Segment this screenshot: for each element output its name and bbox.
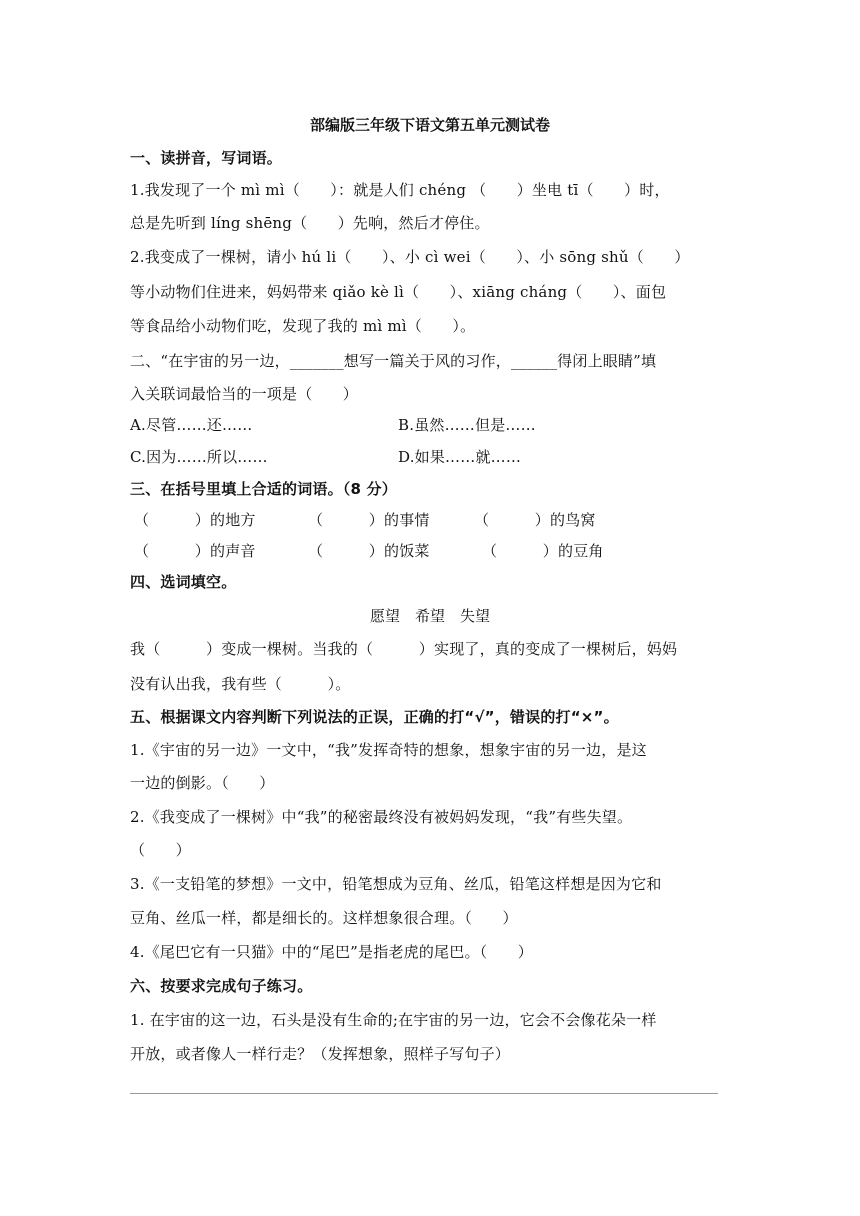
s3-item: （ ）的地方 [134,511,256,529]
s5-q4-line: 4.《尾巴它有一只猫》中的“尾巴”是指老虎的尾巴。（ ） [130,943,533,961]
s1-line-4: 等小动物们住进来，妈妈带来 qiǎo kè lì（ ）、xiāng cháng（ ）、面包 [130,283,667,301]
s5-q3-line-1: 3.《一支铅笔的梦想》一文中，铅笔想成为豆角、丝瓜，铅笔这样想是因为它和 [130,875,662,893]
s1-line-1: 1.我发现了一个 mì mì（ ）：就是人们 chéng （ ）坐电 tī（ ）时， [130,181,670,199]
word-choices: 愿望 希望 失望 [369,607,490,625]
s1-line-2: 总是先听到 líng shēng（ ）先响，然后才停住。 [130,214,490,232]
s5-q2-line-1: 2.《我变成了一棵树》中“我”的秘密最终没有被妈妈发现，“我”有些失望。 [130,808,633,826]
section-1-heading: 一、读拼音，写词语。 [130,149,283,167]
s5-q1-line-2: 一边的倒影。（ ） [130,774,275,792]
section-3-heading: 三、在括号里填上合适的词语。（8 分） [130,480,397,498]
s3-item: （ ）的饭菜 [308,542,430,560]
page-title: 部编版三年级下语文第五单元测试卷 [309,116,550,134]
s5-q1-line-1: 1.《宇宙的另一边》一文中，“我”发挥奇特的想象，想象宇宙的另一边，是这 [130,741,647,759]
s4-line-1: 我（ ）变成一棵树。当我的（ ）实现了，真的变成了一棵树后，妈妈 [130,640,678,658]
s2-option-row-2 [130,447,730,467]
s6-q1-line-2: 开放，或者像人一样行走？（发挥想象，照样子写句子） [130,1045,511,1063]
s1-line-3: 2.我变成了一棵树，请小 hú li（ ）、小 cì wei（ ）、小 sōng shǔ（ ） [130,248,690,266]
option-b: B.虽然……但是…… [398,416,536,434]
answer-line[interactable] [130,1093,718,1094]
s1-line-5: 等食品给小动物们吃，发现了我的 mì mì（ ）。 [130,317,476,335]
section-4-heading: 四、选词填空。 [130,573,237,591]
s5-q2-line-2: （ ） [130,841,191,859]
s2-option-row-1 [130,415,730,435]
option-c: C.因为……所以…… [130,448,268,466]
option-d: D.如果……就…… [398,448,522,466]
s5-q3-line-2: 豆角、丝瓜一样，都是细长的。这样想象很合理。（ ） [130,909,518,927]
s2-line-1: 二、“在宇宙的另一边，_______想写一篇关于风的习作，______得闭上眼睛”填 [130,352,657,370]
s2-line-2: 入关联词最恰当的一项是（ ） [130,385,359,403]
section-5-heading: 五、根据课文内容判断下列说法的正误，正确的打“√”，错误的打“×”。 [130,708,619,726]
s3-item: （ ）的鸟窝 [474,511,596,529]
option-a: A.尽管……还…… [130,416,253,434]
section-6-heading: 六、按要求完成句子练习。 [130,977,313,995]
s3-item: （ ）的豆角 [482,542,604,560]
s4-line-2: 没有认出我，我有些（ ）。 [130,675,351,693]
s6-q1-line-1: 1. 在宇宙的这一边，石头是没有生命的;在宇宙的另一边，它会不会像花朵一样 [130,1011,657,1029]
s3-item: （ ）的事情 [308,511,430,529]
s3-item: （ ）的声音 [134,542,256,560]
